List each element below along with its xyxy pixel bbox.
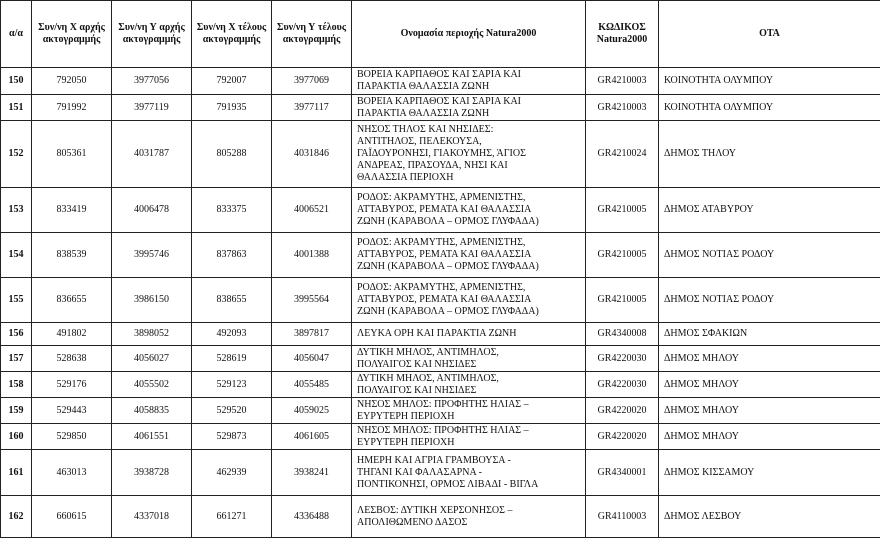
header-aa: α/α — [1, 1, 32, 68]
row-number: 152 — [1, 121, 32, 188]
row-number: 154 — [1, 233, 32, 278]
row-number: 157 — [1, 346, 32, 372]
area-name-cell: ΔΥΤΙΚΗ ΜΗΛΟΣ, ΑΝΤΙΜΗΛΟΣ, ΠΟΛΥΑΙΓΟΣ ΚΑΙ ΝΗΣΙΔΕΣ — [352, 372, 586, 398]
x-start-cell: 528638 — [32, 346, 112, 372]
y-end-cell: 4006521 — [272, 188, 352, 233]
natura-code-cell: GR4210003 — [586, 95, 659, 121]
ota-cell: ΔΗΜΟΣ ΑΤΑΒΥΡΟΥ — [659, 188, 880, 233]
ota-cell: ΚΟΙΝΟΤΗΤΑ ΟΛΥΜΠΟΥ — [659, 95, 880, 121]
row-number: 153 — [1, 188, 32, 233]
x-end-cell: 792007 — [192, 68, 272, 95]
y-start-cell: 4061551 — [112, 424, 192, 450]
y-end-cell: 4031846 — [272, 121, 352, 188]
x-start-cell: 529443 — [32, 398, 112, 424]
y-start-cell: 3995746 — [112, 233, 192, 278]
y-start-cell: 4055502 — [112, 372, 192, 398]
header-x-end: Συν/νη Χ τέλους ακτογραμμής — [192, 1, 272, 68]
x-start-cell: 463013 — [32, 450, 112, 496]
area-name-cell: ΡΟΔΟΣ: ΑΚΡΑΜΥΤΗΣ, ΑΡΜΕΝΙΣΤΗΣ, ΑΤΤΑΒΥΡΟΣ, ΡΕΜΑΤΑ ΚΑΙ ΘΑΛΑΣΣΙΑ ΖΩΝΗ (ΚΑΡΑΒΟΛΑ – ΟΡΜΟΣ ΓΛΥΦΑΔΑ) — [352, 233, 586, 278]
area-name-cell: ΡΟΔΟΣ: ΑΚΡΑΜΥΤΗΣ, ΑΡΜΕΝΙΣΤΗΣ, ΑΤΤΑΒΥΡΟΣ, ΡΕΜΑΤΑ ΚΑΙ ΘΑΛΑΣΣΙΑ ΖΩΝΗ (ΚΑΡΑΒΟΛΑ – ΟΡΜΟΣ ΓΛΥΦΑΔΑ) — [352, 188, 586, 233]
x-end-cell: 805288 — [192, 121, 272, 188]
ota-cell: ΔΗΜΟΣ ΝΟΤΙΑΣ ΡΟΔΟΥ — [659, 278, 880, 323]
table-body — [1, 68, 880, 538]
x-start-cell: 833419 — [32, 188, 112, 233]
y-end-cell: 4001388 — [272, 233, 352, 278]
ota-cell: ΔΗΜΟΣ ΝΟΤΙΑΣ ΡΟΔΟΥ — [659, 233, 880, 278]
table-row — [1, 496, 880, 538]
area-name-cell: ΛΕΣΒΟΣ: ΔΥΤΙΚΗ ΧΕΡΣΟΝΗΣΟΣ – ΑΠΟΛΙΘΩΜΕΝΟ ΔΑΣΟΣ — [352, 496, 586, 538]
natura-code-cell: GR4210024 — [586, 121, 659, 188]
natura-code-cell: GR4220030 — [586, 372, 659, 398]
x-end-cell: 833375 — [192, 188, 272, 233]
area-name-cell: ΒΟΡΕΙΑ ΚΑΡΠΑΘΟΣ ΚΑΙ ΣΑΡΙΑ ΚΑΙ ΠΑΡΑΚΤΙΑ ΘΑΛΑΣΣΙΑ ΖΩΝΗ — [352, 68, 586, 95]
y-end-cell: 3995564 — [272, 278, 352, 323]
x-end-cell: 837863 — [192, 233, 272, 278]
natura-code-cell: GR4210005 — [586, 188, 659, 233]
x-end-cell: 462939 — [192, 450, 272, 496]
area-name-cell: ΒΟΡΕΙΑ ΚΑΡΠΑΘΟΣ ΚΑΙ ΣΑΡΙΑ ΚΑΙ ΠΑΡΑΚΤΙΑ ΘΑΛΑΣΣΙΑ ΖΩΝΗ — [352, 95, 586, 121]
x-start-cell: 529850 — [32, 424, 112, 450]
y-end-cell: 4056047 — [272, 346, 352, 372]
table-row — [1, 346, 880, 372]
natura-code-cell: GR4210003 — [586, 68, 659, 95]
y-end-cell: 4059025 — [272, 398, 352, 424]
ota-cell: ΔΗΜΟΣ ΜΗΛΟΥ — [659, 398, 880, 424]
row-number: 155 — [1, 278, 32, 323]
natura-code-cell: GR4340001 — [586, 450, 659, 496]
row-number: 156 — [1, 323, 32, 346]
table-row — [1, 323, 880, 346]
natura-code-cell: GR4220030 — [586, 346, 659, 372]
x-end-cell: 529520 — [192, 398, 272, 424]
x-end-cell: 529123 — [192, 372, 272, 398]
row-number: 160 — [1, 424, 32, 450]
y-end-cell: 3897817 — [272, 323, 352, 346]
table-row — [1, 68, 880, 95]
natura-code-cell: GR4210005 — [586, 278, 659, 323]
natura-code-cell: GR4220020 — [586, 424, 659, 450]
y-end-cell: 3977069 — [272, 68, 352, 95]
y-start-cell: 4058835 — [112, 398, 192, 424]
x-end-cell: 528619 — [192, 346, 272, 372]
x-end-cell: 661271 — [192, 496, 272, 538]
x-end-cell: 529873 — [192, 424, 272, 450]
ota-cell: ΔΗΜΟΣ ΚΙΣΣΑΜΟΥ — [659, 450, 880, 496]
y-start-cell: 4006478 — [112, 188, 192, 233]
natura-code-cell: GR4110003 — [586, 496, 659, 538]
table-row — [1, 188, 880, 233]
area-name-cell: ΝΗΣΟΣ ΤΗΛΟΣ ΚΑΙ ΝΗΣΙΔΕΣ: ΑΝΤΙΤΗΛΟΣ, ΠΕΛΕΚΟΥΣΑ, ΓΑΪΔΟΥΡΟΝΗΣΙ, ΓΙΑΚΟΥΜΗΣ, ΆΓΙΟΣ ΑΝΔΡΕΑΣ, ΠΡΑΣΟΥΔΑ, ΝΗΣΙ ΚΑΙ ΘΑΛΑΣΣΙΑ ΠΕΡΙΟΧΗ — [352, 121, 586, 188]
row-number: 150 — [1, 68, 32, 95]
x-start-cell: 660615 — [32, 496, 112, 538]
row-number: 151 — [1, 95, 32, 121]
header-x-start: Συν/νη Χ αρχής ακτογραμμής — [32, 1, 112, 68]
y-start-cell: 4337018 — [112, 496, 192, 538]
table-row — [1, 95, 880, 121]
y-start-cell: 3898052 — [112, 323, 192, 346]
header-name: Ονομασία περιοχής Natura2000 — [352, 1, 586, 68]
y-end-cell: 4336488 — [272, 496, 352, 538]
y-start-cell: 3986150 — [112, 278, 192, 323]
y-start-cell: 3938728 — [112, 450, 192, 496]
natura-code-cell: GR4220020 — [586, 398, 659, 424]
x-start-cell: 491802 — [32, 323, 112, 346]
x-start-cell: 792050 — [32, 68, 112, 95]
area-name-cell: ΝΗΣΟΣ ΜΗΛΟΣ: ΠΡΟΦΗΤΗΣ ΗΛΙΑΣ – ΕΥΡΥΤΕΡΗ ΠΕΡΙΟΧΗ — [352, 398, 586, 424]
x-start-cell: 529176 — [32, 372, 112, 398]
area-name-cell: ΔΥΤΙΚΗ ΜΗΛΟΣ, ΑΝΤΙΜΗΛΟΣ, ΠΟΛΥΑΙΓΟΣ ΚΑΙ ΝΗΣΙΔΕΣ — [352, 346, 586, 372]
header-y-end: Συν/νη Υ τέλους ακτογραμμής — [272, 1, 352, 68]
table-row — [1, 121, 880, 188]
ota-cell: ΔΗΜΟΣ ΜΗΛΟΥ — [659, 424, 880, 450]
row-number: 158 — [1, 372, 32, 398]
x-end-cell: 791935 — [192, 95, 272, 121]
y-end-cell: 3938241 — [272, 450, 352, 496]
natura-code-cell: GR4210005 — [586, 233, 659, 278]
x-start-cell: 805361 — [32, 121, 112, 188]
area-name-cell: ΡΟΔΟΣ: ΑΚΡΑΜΥΤΗΣ, ΑΡΜΕΝΙΣΤΗΣ, ΑΤΤΑΒΥΡΟΣ, ΡΕΜΑΤΑ ΚΑΙ ΘΑΛΑΣΣΙΑ ΖΩΝΗ (ΚΑΡΑΒΟΛΑ – ΟΡΜΟΣ ΓΛΥΦΑΔΑ) — [352, 278, 586, 323]
ota-cell: ΔΗΜΟΣ ΜΗΛΟΥ — [659, 346, 880, 372]
ota-cell: ΔΗΜΟΣ ΜΗΛΟΥ — [659, 372, 880, 398]
y-end-cell: 3977117 — [272, 95, 352, 121]
x-end-cell: 492093 — [192, 323, 272, 346]
row-number: 161 — [1, 450, 32, 496]
ota-cell: ΔΗΜΟΣ ΣΦΑΚΙΩΝ — [659, 323, 880, 346]
y-start-cell: 4031787 — [112, 121, 192, 188]
table-row — [1, 278, 880, 323]
table-row — [1, 372, 880, 398]
header-row — [1, 1, 880, 68]
area-name-cell: ΗΜΕΡΗ ΚΑΙ ΑΓΡΙΑ ΓΡΑΜΒΟΥΣΑ - ΤΗΓΑΝΙ ΚΑΙ ΦΑΛΑΣΑΡΝΑ - ΠΟΝΤΙΚΟΝΗΣΙ, ΟΡΜΟΣ ΛΙΒΑΔΙ - ΒΙΓΛΑ — [352, 450, 586, 496]
x-start-cell: 791992 — [32, 95, 112, 121]
header-y-start: Συν/νη Υ αρχής ακτογραμμής — [112, 1, 192, 68]
area-name-cell: ΛΕΥΚΑ ΟΡΗ ΚΑΙ ΠΑΡΑΚΤΙΑ ΖΩΝΗ — [352, 323, 586, 346]
x-start-cell: 836655 — [32, 278, 112, 323]
header-ota: ΟΤΑ — [659, 1, 880, 68]
y-end-cell: 4061605 — [272, 424, 352, 450]
table-row — [1, 233, 880, 278]
y-start-cell: 3977056 — [112, 68, 192, 95]
header-code: ΚΩΔΙΚΟΣ Natura2000 — [586, 1, 659, 68]
row-number: 162 — [1, 496, 32, 538]
table-row — [1, 450, 880, 496]
x-end-cell: 838655 — [192, 278, 272, 323]
ota-cell: ΔΗΜΟΣ ΛΕΣΒΟΥ — [659, 496, 880, 538]
ota-cell: ΚΟΙΝΟΤΗΤΑ ΟΛΥΜΠΟΥ — [659, 68, 880, 95]
ota-cell: ΔΗΜΟΣ ΤΗΛΟΥ — [659, 121, 880, 188]
table-row — [1, 398, 880, 424]
table-row — [1, 424, 880, 450]
x-start-cell: 838539 — [32, 233, 112, 278]
area-name-cell: ΝΗΣΟΣ ΜΗΛΟΣ: ΠΡΟΦΗΤΗΣ ΗΛΙΑΣ – ΕΥΡΥΤΕΡΗ ΠΕΡΙΟΧΗ — [352, 424, 586, 450]
y-start-cell: 3977119 — [112, 95, 192, 121]
y-end-cell: 4055485 — [272, 372, 352, 398]
row-number: 159 — [1, 398, 32, 424]
natura-code-cell: GR4340008 — [586, 323, 659, 346]
y-start-cell: 4056027 — [112, 346, 192, 372]
